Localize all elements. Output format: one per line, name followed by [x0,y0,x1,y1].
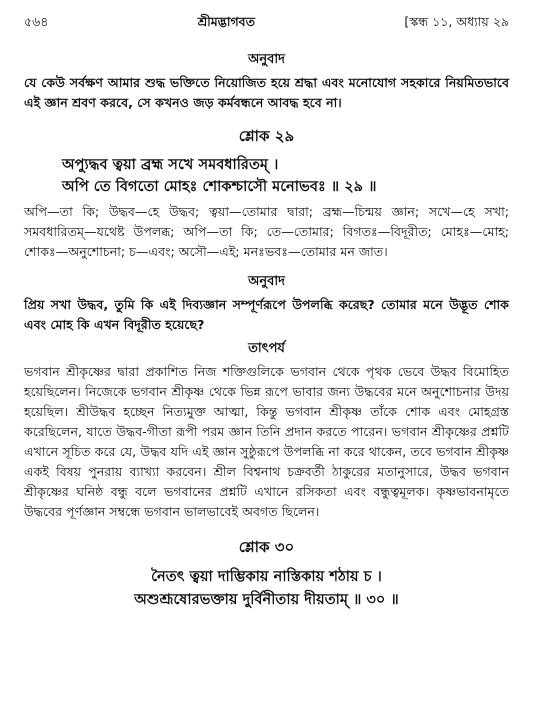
verse-heading: শ্লোক ৩০ [238,538,295,556]
word-synonyms: অপি—তা কি; উদ্ধব—হে উদ্ধব; ত্বয়া—তোমার দ্বারা; ব্রহ্ম—চিন্ময় জ্ঞান; সখে—হে সখা; সমবধারিতম্—যথেষ্ট উপলব্ধ; অপি—তা কি; তে—তোমার; বিগতঃ—বিদূরীত; মোহঃ—মোহ; শোকঃ—অনুশোচনা; চ—এবং; অসৌ—এই; মনঃভবঃ—তোমার মন জাত। [24,204,509,259]
verse-line: নৈতৎ ত্বয়া দাম্ভিকায় নাস্তিকায় শঠায় চ । [151,568,382,585]
translation-heading: অনুবাদ [248,52,285,67]
chapter-reference: [স্কন্ধ ১১, অধ্যায় ২৯ [404,14,509,29]
purport-text: ভগবান শ্রীকৃষ্ণের দ্বারা প্রকাশিত নিজ শক্তিগুলিকে ভগবান থেকে পৃথক ভেবে উদ্ধব বিমোহিত হয়েছিলেন। নিজেকে ভগবান শ্রীকৃষ্ণ থেকে ভিন্ন রূপে ভাবার জন্য উদ্ধবের মনে অনুশোচনার উদয় হয়েছিল। শ্রীউদ্ধব হচ্ছেন নিত্যমুক্ত আত্মা, কিন্তু ভগবান শ্রীকৃষ্ণ তাঁকে শোক এবং মোহগ্রস্ত করেছিলেন, যাতে উদ্ধব-গীতা রূপী পরম জ্ঞান তিনি প্রদান করতে পারেন। ভগবান শ্রীকৃষ্ণের প্রশ্নটি এখানে সূচিত করে যে, উদ্ধব যদি এই জ্ঞান সুষ্ঠুরূপে উপলব্ধি না করে থাকেন, তবে ভগবান শ্রীকৃষ্ণ একই বিষয় পুনরায় ব্যাখ্যা করবেন। শ্রীল বিশ্বনাথ চক্রবর্তী ঠাকুরের মতানুসারে, উদ্ধব ভগবান শ্রীকৃষ্ণের ঘনিষ্ঠ বন্ধু বলে ভগবানের প্রশ্নটি এখানে রসিকতা এবং বন্ধুত্বমূলক। কৃষ্ণভাবনামৃতে উদ্ধবের পূর্ণজ্ঞান সম্বন্ধে ভগবান ভালভাবেই অবগত ছিলেন। [24,364,509,519]
verse-line: অপি তে বিগতো মোহঃ শোকশ্চাসৌ মনোভবঃ ॥ ২৯ ॥ [62,178,377,195]
purport-heading: তাৎপর্য [248,341,285,356]
translation-text: প্রিয় সখা উদ্ধব, তুমি কি এই দিব্যজ্ঞান সম্পূর্ণরূপে উপলব্ধি করেছ? তোমার মনে উদ্ভূত শোক এবং মোহ কি এখন বিদূরীত হয়েছে? [24,297,509,332]
page-number: ৫৬৪ [24,14,49,29]
book-title: শ্রীমদ্ভাগবত [197,14,256,29]
page-header [24,14,509,40]
verse-text [24,154,509,198]
verse-line: অপ্যুদ্ধব ত্বয়া ব্রহ্ম সখে সমবধারিতম্ । [62,156,279,173]
verse-text [24,565,509,611]
verse-heading: শ্লোক ২৯ [238,127,295,145]
translation-heading: অনুবাদ [248,274,285,289]
translation-text: যে কেউ সর্বক্ষণ আমার শুদ্ধ ভক্তিতে নিয়োজিত হয়ে শ্রদ্ধা এবং মনোযোগ সহকারে নিয়মিতভাবে এই জ্ঞান শ্রবণ করবে, সে কখনও জড় কর্মবন্ধনে আবদ্ধ হবে না। [24,75,509,110]
verse-line: অশুশ্রূষোরভক্তায় দুর্বিনীতায় দীয়তাম্ ॥ ৩০ ॥ [134,591,399,608]
